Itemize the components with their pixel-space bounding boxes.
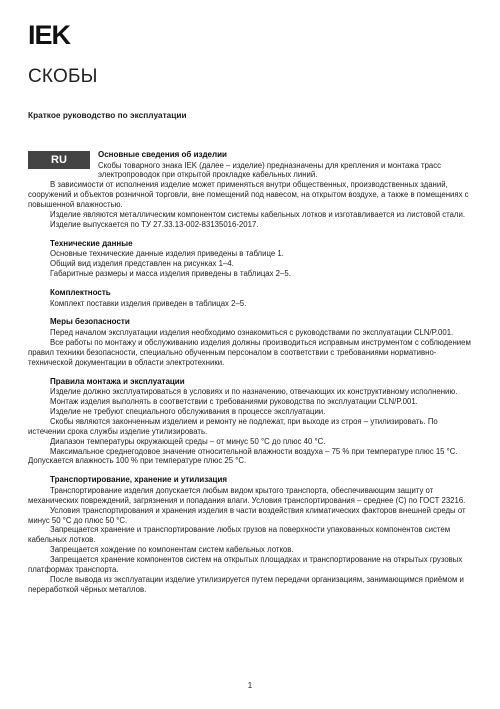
section-transport-storage <box>28 475 473 594</box>
document-body <box>28 150 473 604</box>
paragraph: Габаритные размеры и масса изделия приведены в таблицах 2–5. <box>50 269 291 279</box>
paragraph: Максимальное среднегодовое значение относительной влажности воздуха – 75 % при температуре плюс 15 °С. Допускается влажность 100 % при температуре плюс 25 °С. <box>28 446 458 466</box>
paragraph: Изделие являются металлическим компонентом системы кабельных лотков и изготавливается из листовой стали. <box>50 210 466 220</box>
page-number: 1 <box>247 681 253 690</box>
paragraph: Запрещается хранение и транспортирование любых грузов на поверхности упакованных компонентов систем кабельных лотков. <box>28 525 451 545</box>
paragraph: Запрещается хождение по компонентам систем кабельных лотков. <box>50 545 294 555</box>
section-heading: Транспортирование, хранение и утилизация <box>50 475 228 485</box>
section-safety <box>28 317 473 367</box>
paragraph: Диапазон температуры окружающей среды – от минус 50 °С до плюс 40 °С. <box>50 436 326 446</box>
section-heading: Комплектность <box>50 288 111 298</box>
paragraph: Общий вид изделия представлен на рисунках 1–4. <box>50 259 234 269</box>
paragraph: Комплект поставки изделия приведен в таблицах 2–5. <box>50 298 247 308</box>
paragraph: Монтаж изделия выполнять в соответствии с требованиями руководства по эксплуатации CLN/P.001. <box>50 397 418 406</box>
paragraph: Изделие выпускается по ТУ 27.33.13-002-83135016-2017. <box>50 219 259 229</box>
section-technical-data <box>28 239 473 279</box>
paragraph: Скобы являются законченным изделием и ремонту не подлежат, при выходе из строя – утилизировать. По истечении срока службы изделие утилизировать. <box>28 416 438 436</box>
paragraph: В зависимости от исполнения изделие может применяться внутри общественных, производственных зданий, сооружений и объектов розничной торговли, вне помещений под навесом, на открытом воздухе, а также в помещениях с повышенной влажностью. <box>28 180 469 210</box>
paragraph: Транспортирование изделия допускается любым видом крытого транспорта, обеспечивающим защиту от механических повреждений, загрязнения и попадания влаги. Условия транспортирования – среднее (С) по ГОСТ 23216. <box>28 485 466 505</box>
iek-logo <box>28 20 71 50</box>
section-heading: Технические данные <box>50 238 133 248</box>
section-completeness <box>28 288 473 308</box>
section-general-info <box>28 150 473 230</box>
document-title: СКОБЫ <box>28 66 98 87</box>
paragraph: Основные технические данные изделия приведены в таблице 1. <box>50 249 284 259</box>
paragraph: Изделие должно эксплуатироваться в условиях и по назначению, отвечающих их конструктивному исполнению. <box>50 387 458 397</box>
section-heading: Основные сведения об изделии <box>98 150 227 159</box>
paragraph: Условия транспортирования и хранения изделия в части воздействия климатических факторов внешней среды от минус 50 °С до плюс 50 °С. <box>28 505 466 525</box>
paragraph: После вывода из эксплуатации изделие утилизируется путем передачи организациям, занимающимся приёмом и переработкой чёрных металлов. <box>28 575 464 594</box>
paragraph: Изделие не требуют специального обслуживания в процессе эксплуатации. <box>50 406 326 416</box>
section-heading: Меры безопасности <box>50 317 130 327</box>
paragraph: Скобы товарного знака IEK (далее – изделие) предназначены для крепления и монтажа трасс электропроводок при открытой прокладке кабельных линий. <box>98 160 442 180</box>
paragraph: Запрещается хранение компонентов систем на открытых площадках и транспортирование на открытых грузовых платформах транспорта. <box>28 555 463 575</box>
language-badge: RU <box>28 151 90 169</box>
section-installation <box>28 377 473 467</box>
logo-text: IEK <box>28 20 71 50</box>
document-subtitle: Краткое руководство по эксплуатации <box>28 110 187 120</box>
paragraph: Все работы по монтажу и обслуживанию изделия должны производиться исправным инструментом с соблюдением правил техники безопасности, специально обученным персоналом в соответствии с требованиями нормативно-технической документации в области электротехники. <box>28 337 471 367</box>
section-heading: Правила монтажа и эксплуатации <box>50 376 185 386</box>
paragraph: Перед началом эксплуатации изделия необходимо ознакомиться с руководствами по эксплуатации CLN/P.001. <box>50 327 454 337</box>
